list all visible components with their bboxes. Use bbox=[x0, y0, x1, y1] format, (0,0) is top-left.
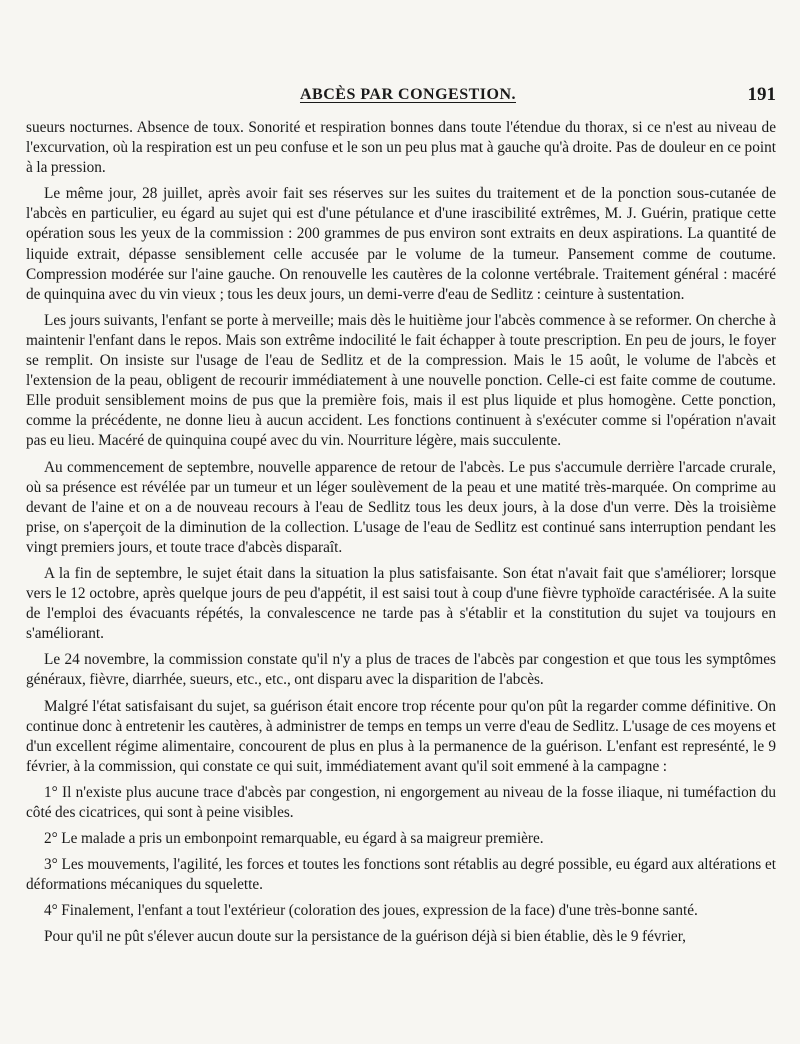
list-item-2: 2° Le malade a pris un embonpoint remarquable, eu égard à sa maigreur première. bbox=[44, 830, 544, 848]
page-number: 191 bbox=[747, 84, 776, 105]
paragraph: Les jours suivants, l'enfant se porte à merveille; mais dès le huitième jour l'abcès commence à se reformer. On cherche à maintenir l'enfant dans le repos. Mais son extrême indocilité le fait échapper à toute prescription. En peu de jours, le foyer se remplit. On insiste sur l'usage de l'eau de Sedlitz et de la compression. Mais le 15 août, le volume de l'abcès et l'extension de la peau, obligent de recourir immédiatement à une nouvelle ponction. Celle-ci est faite comme de coutume. Elle produit sensiblement moins de pus que la première fois, mais il est plus liquide et plus homogène. Cette ponction, comme la précédente, ne donne lieu à aucun accident. Les fonctions continuent à s'exécuter comme si l'opération n'avait pas eu lieu. Macéré de quinquina coupé avec du vin. Nourriture légère, mais succulente. bbox=[26, 311, 776, 450]
paragraph: Pour qu'il ne pût s'élever aucun doute sur la persistance de la guérison déjà si bien établie, dès le 9 février, bbox=[44, 928, 687, 946]
running-title: ABCÈS PAR CONGESTION. bbox=[299, 86, 516, 103]
list-item-1: 1° Il n'existe plus aucune trace d'abcès par congestion, ni engorgement au niveau de la fosse iliaque, ni tuméfaction du côté des cicatrices, qui sont à peine visibles. bbox=[26, 783, 776, 821]
paragraph: Au commencement de septembre, nouvelle apparence de retour de l'abcès. Le pus s'accumule derrière l'arcade crurale, où sa présence est révélée par un tumeur et un léger soulèvement de la peau et une matité très-marquée. On comprime au devant de l'aine et on a de nouveau recours à l'eau de Sedlitz tous les deux jours, à la dose d'un verre. Dès la troisième prise, on s'aperçoit de la diminution de la collection. L'usage de l'eau de Sedlitz est continué sans interruption pendant les vingt premiers jours, et toute trace d'abcès disparaît. bbox=[26, 458, 776, 556]
list-item-3: 3° Les mouvements, l'agilité, les forces et toutes les fonctions sont rétablis au degré possible, eu égard aux altérations et déformations mécaniques du squelette. bbox=[26, 856, 776, 894]
paragraph: Le 24 novembre, la commission constate qu'il n'y a plus de traces de l'abcès par congestion et que tous les symptômes généraux, fièvre, diarrhée, sueurs, etc., etc., ont disparu avec la disparition de l'abcès. bbox=[26, 651, 776, 689]
page-header bbox=[40, 86, 776, 110]
paragraph: A la fin de septembre, le sujet était dans la situation la plus satisfaisante. Son état n'avait fait que s'améliorer; lorsque vers le 12 octobre, après quelque jours de peu d'appétit, il est saisi tout à coup d'une fièvre typhoïde caractérisée. A la suite de l'emploi des évacuants répétés, la convalescence ne tarde pas à s'établir et la constitution du sujet va toujours en s'améliorant. bbox=[26, 564, 776, 643]
paragraph: sueurs nocturnes. Absence de toux. Sonorité et respiration bonnes dans toute l'étendue du thorax, si ce n'est au niveau de l'excurvation, où la respiration est un peu confuse et le son un peu plus mat à gauche qu'à droite. Pas de douleur en ce point à la pression. bbox=[26, 119, 776, 177]
paragraph: Le même jour, 28 juillet, après avoir fait ses réserves sur les suites du traitement et de la ponction sous-cutanée de l'abcès en particulier, eu égard au sujet qui est d'une pétulance et d'une irascibilité extrêmes, M. J. Guérin, pratique cette opération sous les yeux de la commission : 200 grammes de pus environ sont extraits en deux aspirations. La quantité de liquide extrait, dépasse sensiblement celle accusée par le volume de la tumeur. Pansement comme de coutume. Compression modérée sur l'aine gauche. On renouvelle les cautères de la colonne vertébrale. Traitement général : macéré de quinquina avec du vin vieux ; tous les deux jours, un demi-verre d'eau de Sedlitz : ceinture à sustentation. bbox=[26, 185, 776, 303]
paragraph: Malgré l'état satisfaisant du sujet, sa guérison était encore trop récente pour qu'on pût la regarder comme définitive. On continue donc à entretenir les cautères, à administrer de temps en temps un verre d'eau de Sedlitz. L'usage de ces moyens et d'un excellent régime alimentaire, concourent de plus en plus à la permanence de la guérison. L'enfant est represénté, le 9 février, à la commission, qui constate ce qui suit, immédiatement avant qu'il soit emmené à la campagne : bbox=[26, 697, 776, 775]
list-item-4: 4° Finalement, l'enfant a tout l'extérieur (coloration des joues, expression de la face) d'une très-bonne santé. bbox=[44, 902, 698, 920]
body-text bbox=[26, 118, 776, 948]
